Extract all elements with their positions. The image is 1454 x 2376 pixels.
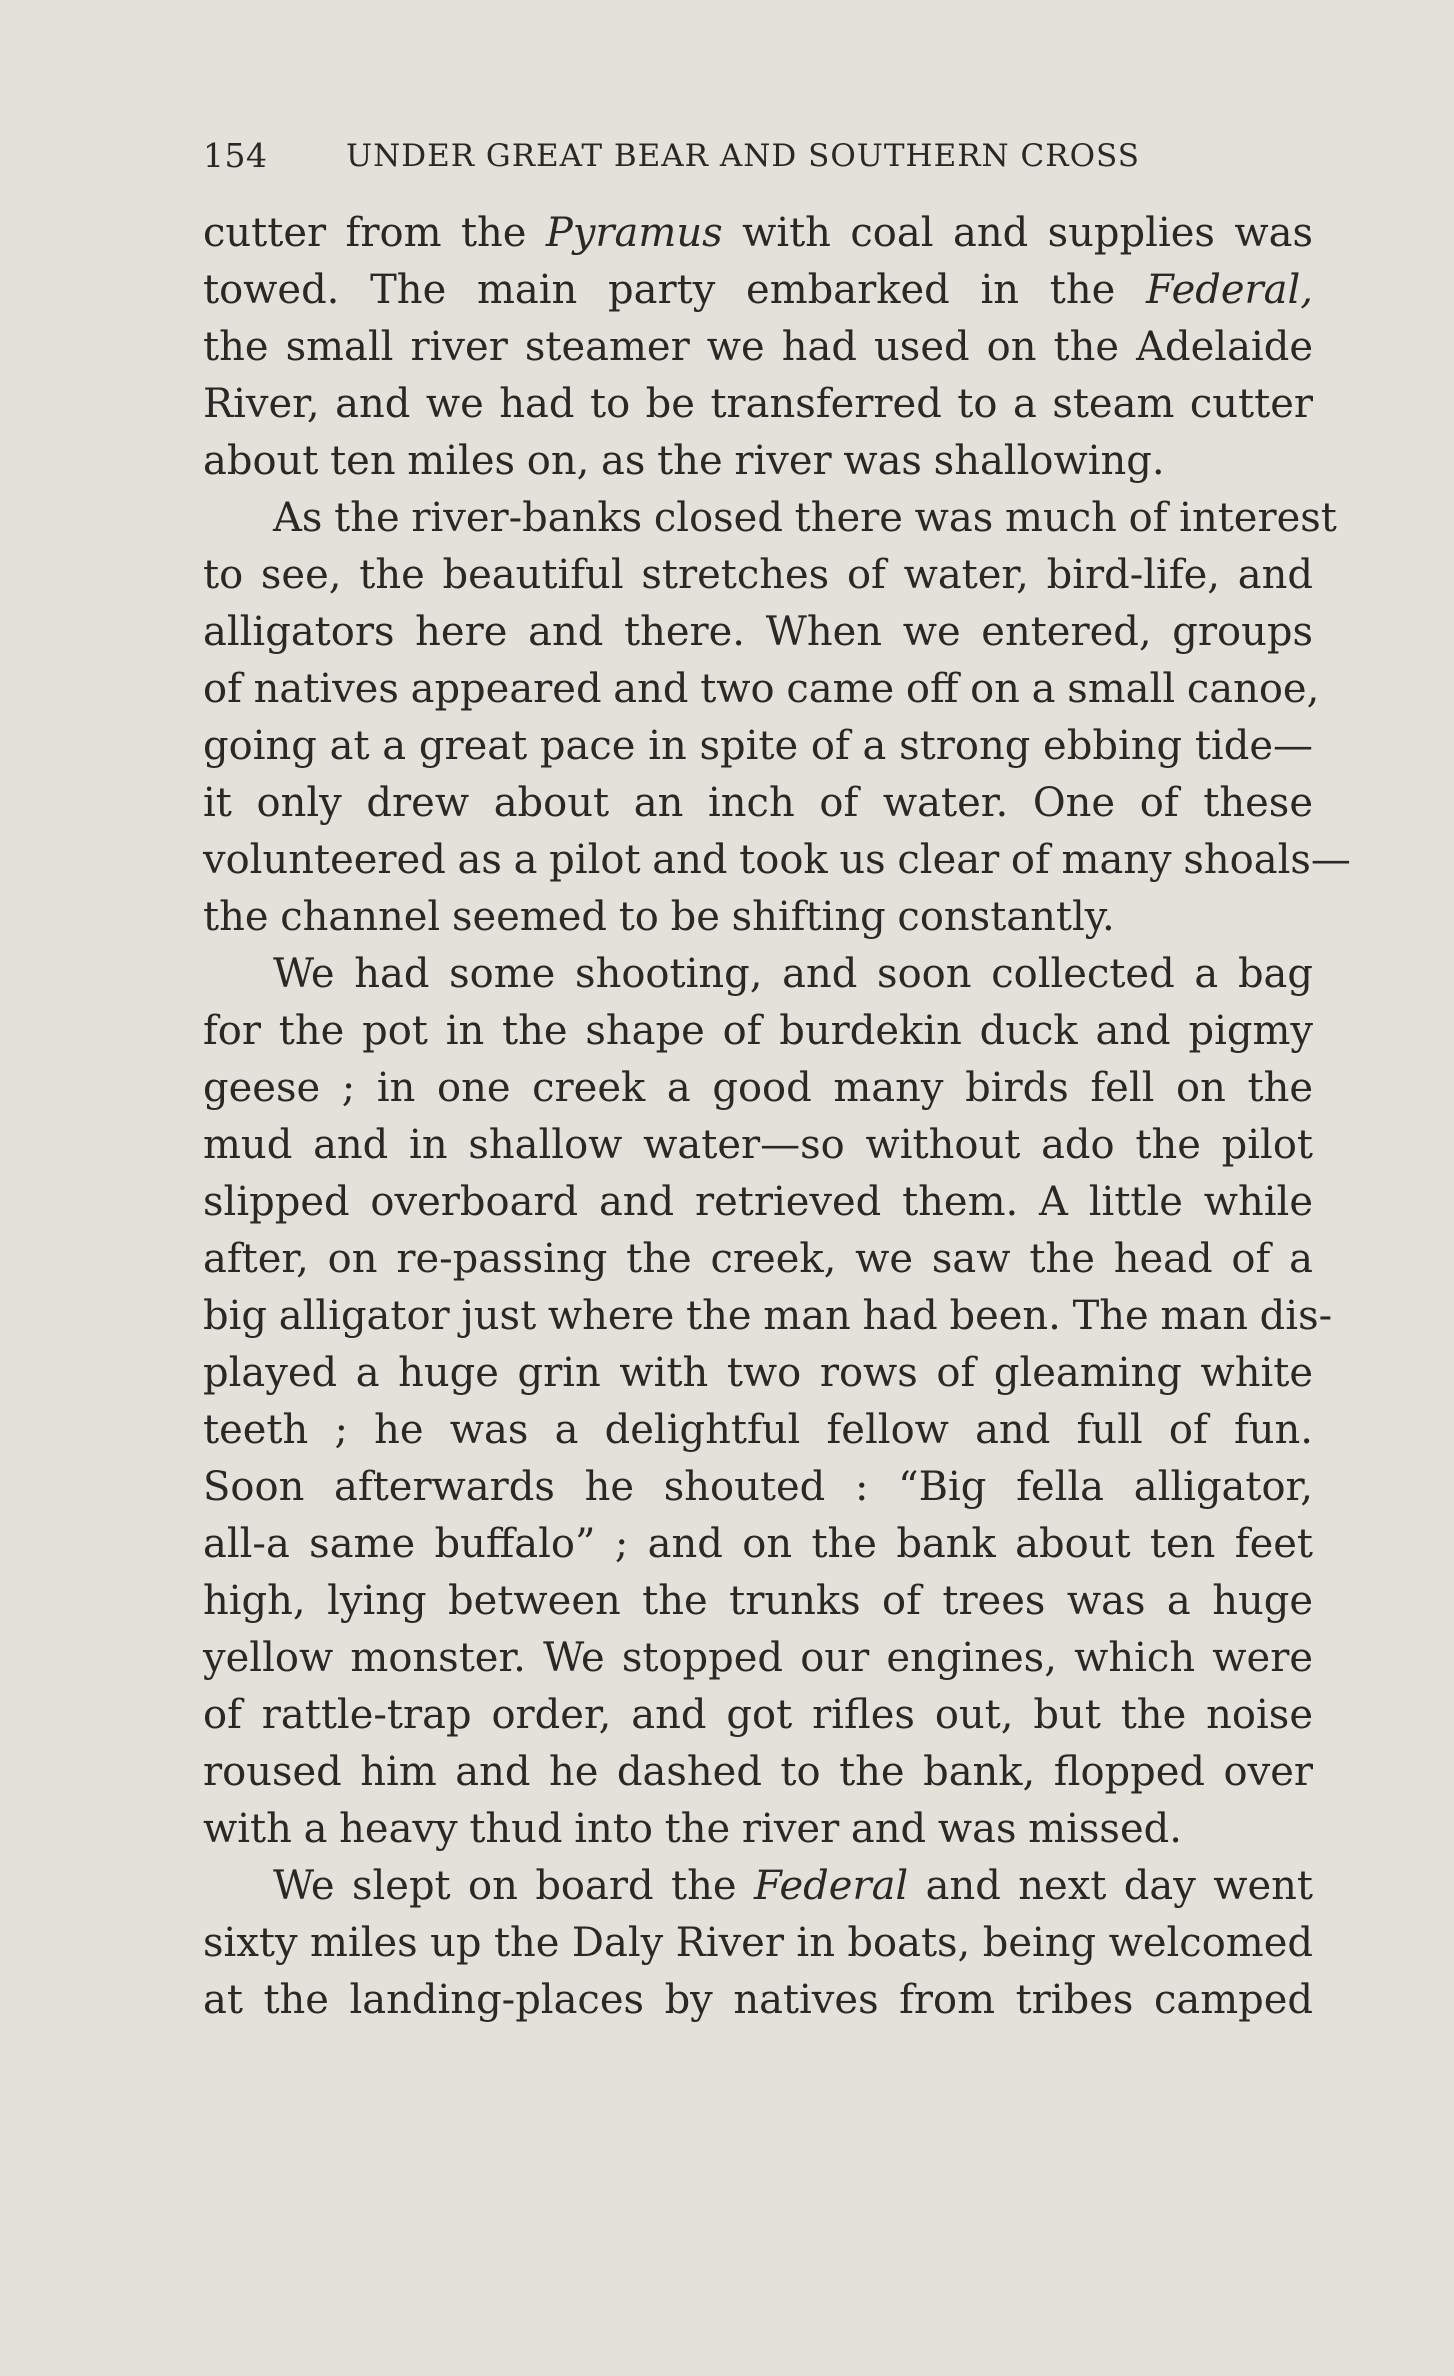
text-line xyxy=(203,775,1313,832)
text-segment: after, on re-passing the creek, we saw the head of a xyxy=(203,1236,1313,1282)
text-line xyxy=(203,718,1313,775)
text-segment: alligators here and there. When we entered, groups xyxy=(203,609,1313,655)
text-segment: We slept on board the xyxy=(273,1863,754,1909)
text-segment: going at a great pace in spite of a strong ebbing tide— xyxy=(203,723,1313,769)
text-segment: mud and in shallow water—so without ado the pilot xyxy=(203,1122,1313,1168)
text-segment: River, and we had to be transferred to a steam cutter xyxy=(203,381,1313,427)
text-line xyxy=(203,1573,1313,1630)
text-line xyxy=(203,547,1313,604)
text-segment: of natives appeared and two came off on a small canoe, xyxy=(203,666,1320,712)
text-line xyxy=(203,1630,1313,1687)
text-line xyxy=(203,1687,1313,1744)
text-segment: volunteered as a pilot and took us clear of many shoals— xyxy=(203,837,1351,883)
text-line xyxy=(203,262,1313,319)
text-segment: with a heavy thud into the river and was missed. xyxy=(203,1806,1182,1852)
text-line xyxy=(203,1231,1313,1288)
text-segment: high, lying between the trunks of trees was a huge xyxy=(203,1578,1313,1624)
text-line xyxy=(203,1060,1313,1117)
text-segment: As the river-banks closed there was much of interest xyxy=(273,495,1337,541)
text-line xyxy=(203,376,1313,433)
text-segment: yellow monster. We stopped our engines, which were xyxy=(203,1635,1313,1681)
text-line xyxy=(203,1117,1313,1174)
text-segment: the channel seemed to be shifting constantly. xyxy=(203,894,1115,940)
text-line xyxy=(203,1459,1313,1516)
text-segment: cutter from the xyxy=(203,210,546,256)
text-segment: played a huge grin with two rows of gleaming white xyxy=(203,1350,1313,1396)
text-segment: big alligator just where the man had been. The man dis- xyxy=(203,1293,1333,1339)
text-segment: at the landing-places by natives from tribes camped xyxy=(203,1977,1313,2023)
text-line xyxy=(203,1402,1313,1459)
body-text xyxy=(203,205,1351,2029)
text-line xyxy=(203,1801,1313,1858)
text-segment: teeth ; he was a delightful fellow and full of fun. xyxy=(203,1407,1313,1453)
text-segment: sixty miles up the Daly River in boats, being welcomed xyxy=(203,1920,1313,1966)
text-line xyxy=(203,604,1313,661)
italic-text: Pyramus xyxy=(545,210,723,256)
text-line xyxy=(203,1915,1313,1972)
text-segment: slipped overboard and retrieved them. A little while xyxy=(203,1179,1313,1225)
text-line xyxy=(203,1858,1313,1915)
text-line xyxy=(203,889,1313,946)
text-line xyxy=(203,490,1337,547)
text-line xyxy=(203,1345,1313,1402)
page-header xyxy=(203,132,1313,180)
text-segment: about ten miles on, as the river was shallowing. xyxy=(203,438,1165,484)
text-segment: Soon afterwards he shouted : “Big fella alligator, xyxy=(203,1464,1313,1510)
text-segment: roused him and he dashed to the bank, flopped over xyxy=(203,1749,1313,1795)
italic-text: Federal xyxy=(753,1863,909,1909)
text-segment: all-a same buffalo” ; and on the bank about ten feet xyxy=(203,1521,1313,1567)
text-segment: and next day went xyxy=(908,1863,1313,1909)
text-line xyxy=(203,319,1313,376)
text-line xyxy=(203,1003,1313,1060)
text-segment: the small river steamer we had used on the Adelaide xyxy=(203,324,1313,370)
text-segment: to see, the beautiful stretches of water, bird-life, and xyxy=(203,552,1313,598)
running-head: UNDER GREAT BEAR AND SOUTHERN CROSS xyxy=(346,138,1140,174)
text-line xyxy=(203,1972,1313,2029)
text-line xyxy=(203,433,1313,490)
text-segment: it only drew about an inch of water. One of these xyxy=(203,780,1313,826)
text-line xyxy=(203,832,1351,889)
text-segment: We had some shooting, and soon collected a bag xyxy=(273,951,1313,997)
text-segment: towed. The main party embarked in the xyxy=(203,267,1146,313)
text-line xyxy=(203,661,1320,718)
text-segment: geese ; in one creek a good many birds fell on the xyxy=(203,1065,1313,1111)
text-segment: with coal and supplies was xyxy=(722,210,1313,256)
text-segment: of rattle-trap order, and got rifles out, but the noise xyxy=(203,1692,1313,1738)
italic-text: Federal, xyxy=(1146,267,1313,313)
text-line xyxy=(203,1744,1313,1801)
text-segment: for the pot in the shape of burdekin duck and pigmy xyxy=(203,1008,1313,1054)
text-line xyxy=(203,946,1313,1003)
text-line xyxy=(203,205,1313,262)
page-number: 154 xyxy=(203,136,268,175)
text-line xyxy=(203,1516,1313,1573)
text-line xyxy=(203,1174,1313,1231)
text-line xyxy=(203,1288,1333,1345)
